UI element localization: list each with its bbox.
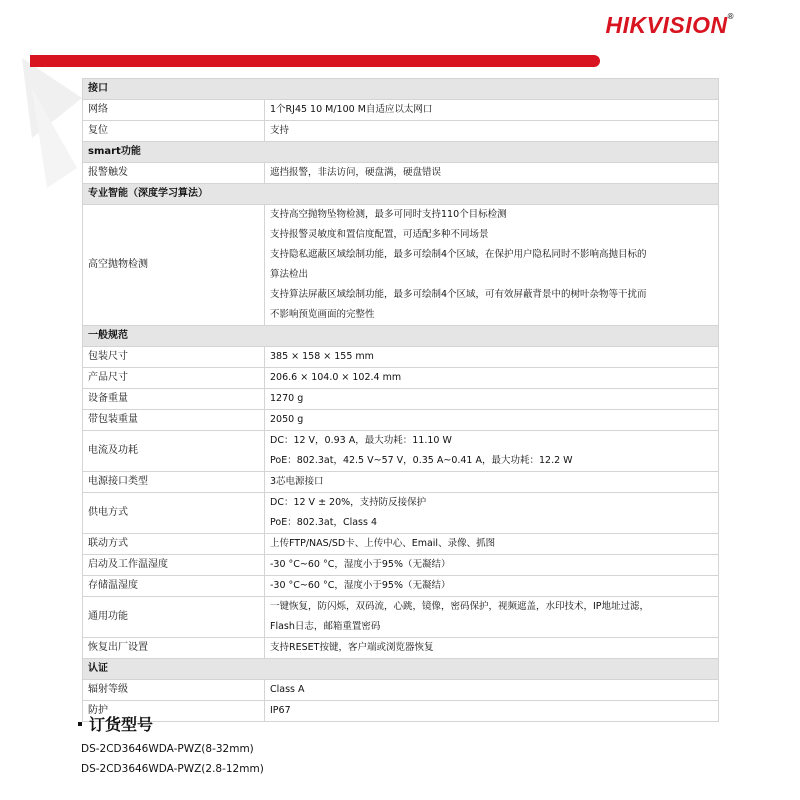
spec-value-line: 上传FTP/NAS/SD卡、上传中心、Email、录像、抓图 [270, 538, 496, 549]
section-header-row [83, 79, 719, 100]
spec-value-line: 3芯电源接口 [270, 476, 324, 487]
spec-value [265, 347, 719, 368]
order-title [78, 712, 264, 735]
spec-row [83, 410, 719, 431]
spec-label: 设备重量 [83, 389, 265, 410]
hikvision-logo [606, 12, 734, 39]
spec-value-line: 支持算法屏蔽区域绘制功能，最多可绘制4个区域，可有效屏蔽背景中的树叶杂物等干扰而 [270, 289, 647, 300]
brand-name: HIKVISION [605, 12, 728, 38]
spec-value-line: PoE：802.3at，42.5 V~57 V，0.35 A~0.41 A，最大功耗：12.2 W [270, 455, 573, 466]
spec-value-line: 支持 [270, 125, 290, 136]
spec-value [265, 410, 719, 431]
spec-label: 联动方式 [83, 534, 265, 555]
spec-value [265, 205, 719, 326]
spec-row [83, 389, 719, 410]
spec-row [83, 680, 719, 701]
spec-value [265, 100, 719, 121]
spec-row [83, 597, 719, 638]
spec-value-line: 遮挡报警，非法访问，硬盘满，硬盘错误 [270, 167, 442, 178]
section-title: 一般规范 [83, 326, 719, 347]
spec-value-line: Flash日志，邮箱重置密码 [270, 621, 381, 632]
spec-value-line: -30 °C~60 °C，湿度小于95%（无凝结） [270, 559, 451, 570]
spec-value [265, 121, 719, 142]
spec-value-line: 206.6 × 104.0 × 102.4 mm [270, 372, 402, 383]
spec-label: 复位 [83, 121, 265, 142]
header-red-bar [30, 55, 600, 67]
section-header-row [83, 142, 719, 163]
spec-row [83, 100, 719, 121]
spec-value-line: DC：12 V，0.93 A，最大功耗：11.10 W [270, 435, 452, 446]
spec-label: 报警触发 [83, 163, 265, 184]
spec-value [265, 389, 719, 410]
spec-value-line: Class A [270, 684, 305, 695]
spec-row [83, 163, 719, 184]
section-title: 认证 [83, 659, 719, 680]
spec-label: 带包装重量 [83, 410, 265, 431]
spec-value [265, 555, 719, 576]
section-title: 专业智能（深度学习算法） [83, 184, 719, 205]
spec-row [83, 534, 719, 555]
spec-value [265, 493, 719, 534]
spec-value-line: DC：12 V ± 20%，支持防反接保护 [270, 497, 427, 508]
spec-value-line: -30 °C~60 °C，湿度小于95%（无凝结） [270, 580, 451, 591]
spec-value-line: IP67 [270, 705, 291, 716]
spec-value-line: 支持RESET按键，客户端或浏览器恢复 [270, 642, 434, 653]
spec-row [83, 555, 719, 576]
spec-label: 启动及工作温湿度 [83, 555, 265, 576]
model-number: DS-2CD3646WDA-PWZ(2.8-12mm) [81, 763, 264, 775]
spec-value-line: 不影响预览画面的完整性 [270, 309, 375, 320]
spec-label: 通用功能 [83, 597, 265, 638]
section-title: smart功能 [83, 142, 719, 163]
spec-row [83, 576, 719, 597]
spec-value [265, 576, 719, 597]
spec-label: 网络 [83, 100, 265, 121]
spec-row [83, 205, 719, 326]
spec-value-line: 支持报警灵敏度和置信度配置，可适配多种不同场景 [270, 229, 489, 240]
spec-value-line: 算法检出 [270, 269, 309, 280]
spec-row [83, 368, 719, 389]
spec-row [83, 121, 719, 142]
model-number: DS-2CD3646WDA-PWZ(8-32mm) [81, 743, 254, 755]
spec-value [265, 680, 719, 701]
spec-row [83, 431, 719, 472]
spec-row [83, 493, 719, 534]
spec-value [265, 597, 719, 638]
spec-table [82, 78, 719, 722]
spec-label: 包装尺寸 [83, 347, 265, 368]
spec-value [265, 368, 719, 389]
spec-value-line: PoE：802.3at，Class 4 [270, 517, 378, 528]
spec-value [265, 472, 719, 493]
spec-value-line: 1个RJ45 10 M/100 M自适应以太网口 [270, 104, 433, 115]
spec-label: 辐射等级 [83, 680, 265, 701]
order-title-text: 订货型号 [89, 715, 154, 734]
section-header-row [83, 184, 719, 205]
spec-label: 防护 [83, 701, 265, 722]
spec-label: 恢复出厂设置 [83, 638, 265, 659]
order-section [78, 712, 264, 779]
spec-label: 高空抛物检测 [83, 205, 265, 326]
spec-value [265, 638, 719, 659]
spec-value [265, 163, 719, 184]
spec-label: 电源接口类型 [83, 472, 265, 493]
spec-label: 电流及功耗 [83, 431, 265, 472]
spec-label: 供电方式 [83, 493, 265, 534]
spec-label: 存储温湿度 [83, 576, 265, 597]
spec-value-line: 支持隐私遮蔽区域绘制功能，最多可绘制4个区域，在保护用户隐私同时不影响高抛目标的 [270, 249, 647, 260]
spec-value-line: 1270 g [270, 393, 304, 404]
section-header-row [83, 326, 719, 347]
spec-row [83, 347, 719, 368]
spec-value-line: 385 × 158 × 155 mm [270, 351, 374, 362]
spec-row [83, 472, 719, 493]
spec-value-line: 支持高空抛物坠物检测，最多可同时支持110个目标检测 [270, 209, 507, 220]
spec-label: 产品尺寸 [83, 368, 265, 389]
spec-value-line: 2050 g [270, 414, 304, 425]
spec-value-line: 一键恢复，防闪烁，双码流，心跳，镜像，密码保护，视频遮盖，水印技术，IP地址过滤， [270, 601, 650, 612]
registered-mark: ® [727, 12, 734, 21]
spec-row [83, 638, 719, 659]
section-title: 接口 [83, 79, 719, 100]
spec-value [265, 534, 719, 555]
bullet-square-icon [78, 722, 82, 726]
spec-value [265, 701, 719, 722]
spec-value [265, 431, 719, 472]
section-header-row [83, 659, 719, 680]
